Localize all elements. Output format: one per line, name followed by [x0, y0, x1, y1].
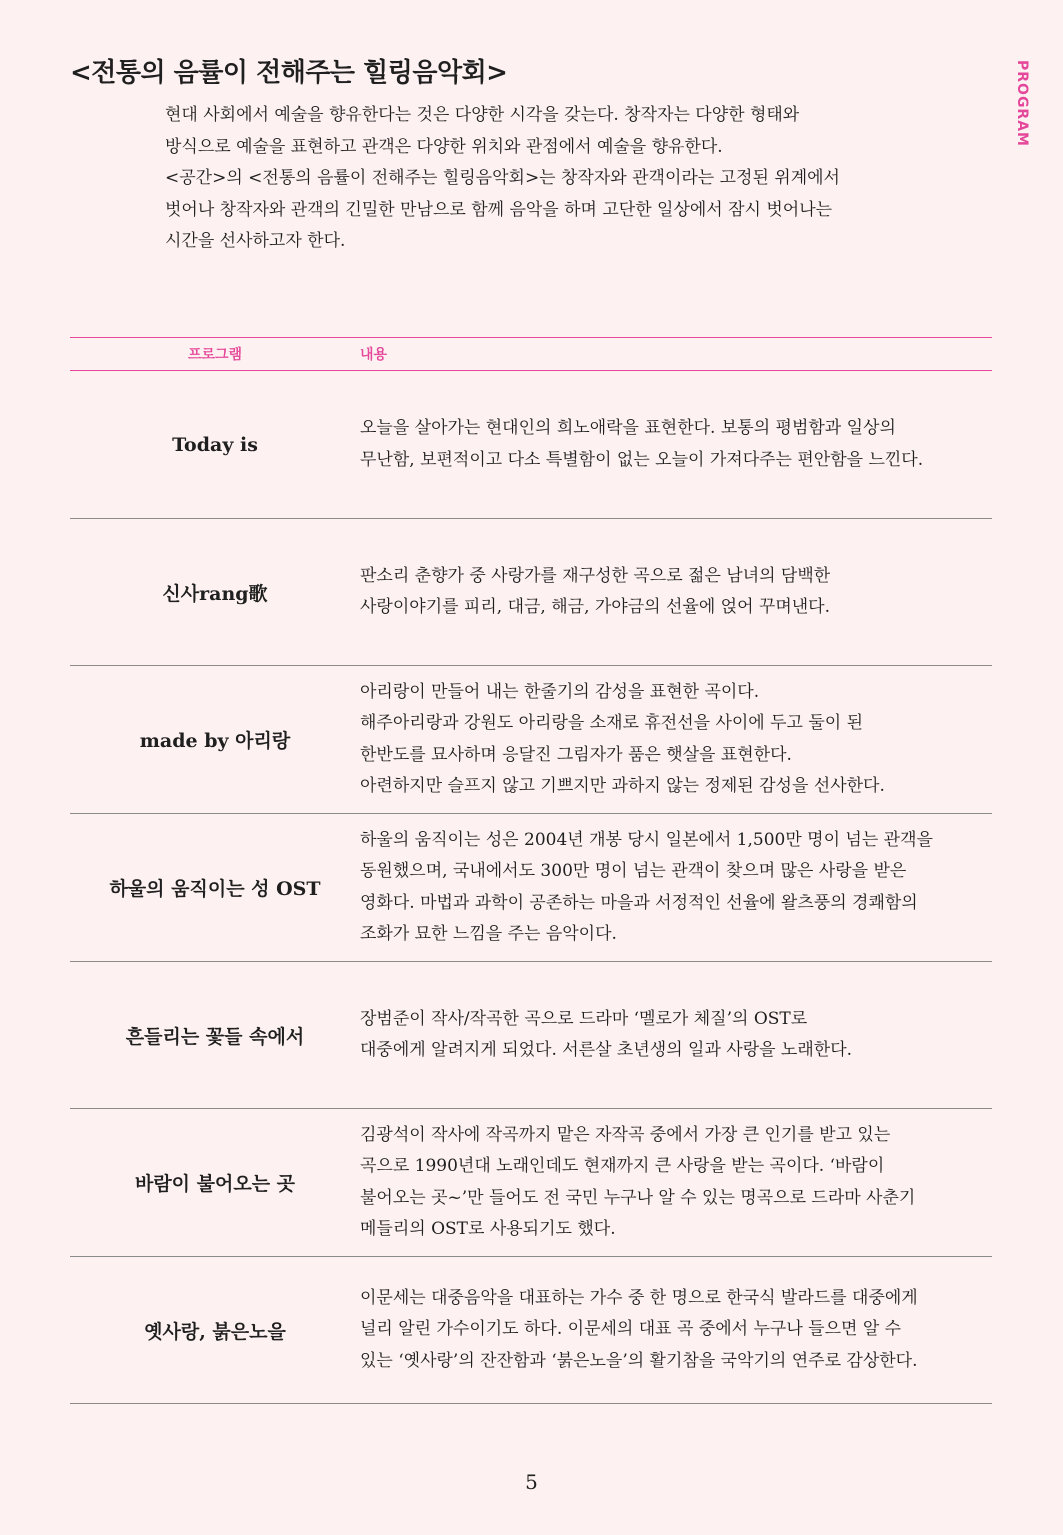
description-line: 있는 ‘옛사랑’의 잔잔함과 ‘붉은노을’의 활기참을 국악기의 연주로 감상한다. [360, 1350, 918, 1371]
description-line: 아련하지만 슬프지 않고 기쁘지만 과하지 않는 정제된 감성을 선사한다. [360, 776, 885, 796]
table-row [70, 1109, 992, 1257]
program-description [360, 1283, 992, 1378]
description-line: 이문세는 대중음악을 대표하는 가수 중 한 명으로 한국식 발라드를 대중에게 [360, 1287, 918, 1308]
program-name: 바람이 불어오는 곳 [134, 1173, 296, 1195]
description-line: 조화가 묘한 느낌을 주는 음악이다. [360, 924, 617, 944]
description-line: 무난함, 보편적이고 다소 특별함이 없는 오늘이 가져다주는 편안함을 느낀다. [360, 449, 924, 470]
table-row [70, 1257, 992, 1404]
description-line: 하울의 움직이는 성은 2004년 개봉 당시 일본에서 1,500만 명이 넘는 관객을 [360, 829, 933, 850]
program-description [360, 825, 992, 951]
description-line: 메들리의 OST로 사용되기도 했다. [360, 1219, 616, 1239]
description-line: 사랑이야기를 피리, 대금, 해금, 가야금의 선율에 얹어 꾸며낸다. [360, 597, 830, 617]
header-program: 프로그램 [187, 347, 243, 363]
program-name: 옛사랑, 붉은노을 [144, 1320, 286, 1343]
table-row [70, 519, 992, 666]
description-line: 김광석이 작사에 작곡까지 맡은 자작곡 중에서 가장 큰 인기를 받고 있는 [360, 1124, 891, 1145]
description-line: 널리 알린 가수이기도 하다. 이문세의 대표 곡 중에서 누구나 들으면 알 수 [360, 1319, 902, 1340]
intro-line: 현대 사회에서 예술을 향유한다는 것은 다양한 시각을 갖는다. 창작자는 다양한 형태와 [165, 105, 800, 125]
intro-line: <공간>의 <전통의 음률이 전해주는 힐링음악회>는 창작자와 관객이라는 고정된 위계에서 [165, 168, 840, 188]
description-line: 판소리 춘향가 중 사랑가를 재구성한 곡으로 젊은 남녀의 담백한 [360, 565, 831, 586]
description-line: 아리랑이 만들어 내는 한줄기의 감성을 표현한 곡이다. [360, 681, 760, 702]
table-row [70, 666, 992, 814]
program-description [360, 413, 992, 476]
description-line: 한반도를 묘사하며 응달진 그림자가 품은 햇살을 표현한다. [360, 744, 792, 765]
intro-paragraph [165, 100, 925, 258]
description-line: 해주아리랑과 강원도 아리랑을 소재로 휴전선을 사이에 두고 둘이 된 [360, 713, 864, 733]
program-name: 신사rang歌 [162, 582, 268, 605]
table-row [70, 814, 992, 962]
program-description [360, 561, 992, 624]
program-name: Today is [172, 433, 258, 456]
description-line: 대중에게 알려지게 되었다. 서른살 초년생의 일과 사랑을 노래한다. [360, 1040, 853, 1060]
description-line: 오늘을 살아가는 현대인의 희노애락을 표현한다. 보통의 평범함과 일상의 [360, 418, 896, 438]
section-label: PROGRAM [1014, 60, 1030, 147]
table-row [70, 371, 992, 519]
table-row [70, 962, 992, 1109]
program-name: made by 아리랑 [139, 730, 291, 752]
description-line: 장범준이 작사/작곡한 곡으로 드라마 ‘멜로가 체질’의 OST로 [360, 1008, 808, 1029]
program-description [360, 1004, 992, 1067]
program-name: 흔들리는 꽃들 속에서 [125, 1025, 305, 1048]
program-name: 하울의 움직이는 성 OST [109, 878, 321, 900]
description-line: 곡으로 1990년대 노래인데도 현재까지 큰 사랑을 받는 곡이다. ‘바람이 [360, 1156, 885, 1176]
header-content: 내용 [360, 347, 388, 363]
table-header [70, 337, 992, 371]
program-description [360, 677, 992, 803]
page-number: 5 [525, 1470, 538, 1494]
program-description [360, 1120, 992, 1246]
intro-line: 벗어나 창작자와 관객의 긴밀한 만남으로 함께 음악을 하며 고단한 일상에서 잠시 벗어나는 [165, 199, 833, 220]
description-line: 영화다. 마법과 과학이 공존하는 마을과 서정적인 선율에 왈츠풍의 경쾌함의 [360, 892, 918, 913]
program-table [70, 337, 992, 1404]
intro-line: 시간을 선사하고자 한다. [165, 231, 346, 251]
page-title: <전통의 음률이 전해주는 힐링음악회> [70, 58, 508, 88]
description-line: 동원했으며, 국내에서도 300만 명이 넘는 관객이 찾으며 많은 사랑을 받은 [360, 861, 907, 881]
description-line: 불어오는 곳~’만 들어도 전 국민 누구나 알 수 있는 명곡으로 드라마 사춘기 [360, 1187, 916, 1208]
intro-line: 방식으로 예술을 표현하고 관객은 다양한 위치와 관점에서 예술을 향유한다. [165, 136, 723, 157]
